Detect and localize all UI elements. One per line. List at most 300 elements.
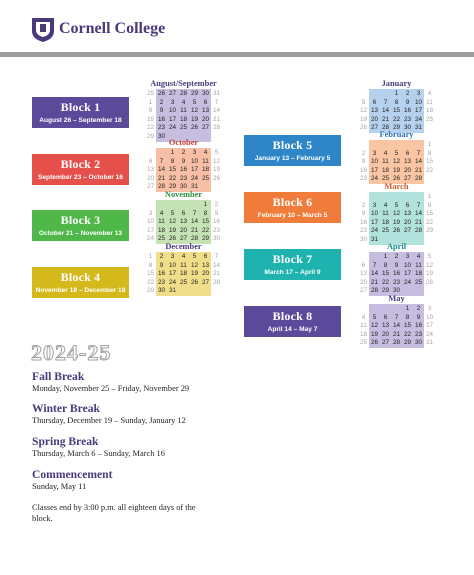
calendar-day: 27 <box>146 183 155 191</box>
calendar-day: 3 <box>170 253 175 260</box>
calendar-day: 22 <box>381 278 390 286</box>
calendar-day: 14 <box>381 107 390 115</box>
calendar-day: 31 <box>370 236 379 243</box>
calendar-day: 24 <box>146 235 155 243</box>
calendar-day: 21 <box>414 218 423 226</box>
block-title: Block 3 <box>60 213 101 227</box>
block-dates: January 13 – February 5 <box>254 155 331 162</box>
calendar-day: 6 <box>361 261 366 269</box>
month-header: April <box>386 242 407 251</box>
month-header: August/September <box>150 79 217 88</box>
calendar-day: 25 <box>146 90 155 97</box>
calendar-day: 29 <box>190 90 199 97</box>
calendar-day: 27 <box>370 124 379 132</box>
calendar-day: 26 <box>157 90 166 97</box>
calendar-day: 11 <box>382 158 389 166</box>
calendar-day: 4 <box>427 90 432 97</box>
calendar-day: 26 <box>359 124 368 132</box>
calendar-day: 30 <box>179 183 188 191</box>
calendar-day: 14 <box>392 322 401 330</box>
calendar-day: 20 <box>359 278 368 286</box>
calendar-day: 17 <box>168 270 177 278</box>
academic-year: 2024-25 <box>31 340 112 365</box>
calendar-day: 3 <box>192 149 197 156</box>
calendar-day: 13 <box>179 218 188 226</box>
calendar-day: 5 <box>361 98 366 106</box>
block-3-label <box>32 210 129 241</box>
calendar-day: 5 <box>394 149 399 157</box>
calendar-day: 9 <box>416 313 421 321</box>
calendar-day: 6 <box>372 98 377 106</box>
calendar-day: 12 <box>168 218 177 226</box>
calendar-day: 29 <box>381 287 390 295</box>
calendar-day: 16 <box>403 107 412 115</box>
calendar-day: 27 <box>403 227 412 235</box>
month-header: May <box>388 294 405 303</box>
calendar-day: 29 <box>403 339 412 347</box>
calendar-day: 21 <box>157 174 166 182</box>
calendar-day: 15 <box>381 270 390 278</box>
calendar-day: 8 <box>427 201 432 209</box>
calendar-day: 25 <box>179 278 188 286</box>
calendar-day: 2 <box>214 201 219 208</box>
spring-break-title: Spring Break <box>32 435 99 448</box>
calendar-day: 2 <box>394 253 399 260</box>
calendar-day: 31 <box>425 339 434 347</box>
calendar-day: 5 <box>427 253 432 260</box>
calendar-day: 20 <box>403 218 412 226</box>
calendar-day: 20 <box>146 174 155 182</box>
calendar-day: 28 <box>190 235 199 243</box>
calendar-day: 7 <box>192 209 197 217</box>
calendar-day: 15 <box>146 270 155 278</box>
calendar-day: 4 <box>159 209 164 217</box>
block-5-label <box>244 135 341 166</box>
calendar-day: 27 <box>201 278 210 286</box>
calendar-day: 8 <box>148 261 153 269</box>
calendar-day: 9 <box>181 157 186 165</box>
fall-break-date: Monday, November 25 – Friday, November 29 <box>32 384 190 393</box>
calendar-day: 26 <box>212 174 221 182</box>
block-2-label <box>32 154 129 185</box>
calendar-day: 9 <box>394 261 399 269</box>
calendar-day: 22 <box>403 330 412 338</box>
calendar-day: 5 <box>170 209 175 217</box>
calendar-day: 26 <box>190 278 199 286</box>
block-title: Block 8 <box>272 309 313 323</box>
calendar-day: 30 <box>392 287 401 295</box>
calendar-day: 5 <box>214 149 219 156</box>
calendar-day: 25 <box>425 115 434 123</box>
calendar-day: 2 <box>361 149 366 157</box>
calendar-day: 21 <box>381 115 390 123</box>
calendar-day: 21 <box>392 330 401 338</box>
calendar-day: 25 <box>359 339 368 347</box>
calendar-day: 5 <box>192 98 197 106</box>
calendar-day: 6 <box>405 201 410 209</box>
block-dates: October 21 – November 13 <box>38 230 123 237</box>
college-crest-icon <box>31 17 55 43</box>
calendar-day: 10 <box>370 158 379 166</box>
calendar-day: 25 <box>381 227 390 235</box>
calendar-day: 30 <box>157 133 166 140</box>
calendar-day: 16 <box>157 115 166 123</box>
calendar-day: 24 <box>403 278 412 286</box>
calendar-day: 3 <box>405 253 410 260</box>
calendar-day: 15 <box>201 218 210 226</box>
calendar-day: 23 <box>414 330 423 338</box>
calendar-day: 9 <box>159 261 164 269</box>
calendar-day: 28 <box>179 90 188 97</box>
calendar-day: 6 <box>203 253 208 260</box>
block-8-label <box>244 306 341 337</box>
block-dates: September 23 – October 16 <box>37 174 124 181</box>
block-1-label <box>32 97 129 128</box>
month-header: March <box>384 182 409 191</box>
calendar-day: 14 <box>370 270 379 278</box>
calendar-day: 26 <box>190 124 199 132</box>
calendar-day: 18 <box>381 218 390 226</box>
calendar-day: 1 <box>148 98 153 106</box>
calendar-day: 9 <box>214 209 219 217</box>
calendar-day: 26 <box>370 339 379 347</box>
calendar-day: 12 <box>425 261 434 269</box>
calendar-day: 15 <box>168 166 177 174</box>
calendar-day: 1 <box>405 305 410 312</box>
calendar-day: 3 <box>416 90 421 97</box>
calendar-day: 23 <box>179 174 188 182</box>
calendar-day: 21 <box>370 278 379 286</box>
calendar-day: 13 <box>201 107 210 115</box>
calendar-day: 22 <box>146 278 155 286</box>
calendar-day: 12 <box>392 210 401 218</box>
calendar-day: 16 <box>179 166 188 174</box>
calendar-day: 14 <box>212 107 221 115</box>
calendar-day: 29 <box>201 235 210 243</box>
calendar-day: 13 <box>381 322 390 330</box>
calendar-day: 8 <box>148 107 153 115</box>
calendar-day: 11 <box>180 261 187 269</box>
calendar-day: 10 <box>414 98 423 106</box>
calendar-day: 4 <box>383 201 388 209</box>
calendar-day: 13 <box>359 270 368 278</box>
calendar-day: 26 <box>392 227 401 235</box>
calendar-day: 22 <box>168 174 177 182</box>
calendar-day: 19 <box>168 226 177 234</box>
calendar-day: 25 <box>414 278 423 286</box>
calendar-day: 24 <box>414 115 423 123</box>
calendar-day: 21 <box>414 166 423 174</box>
calendar-day: 15 <box>425 158 434 166</box>
block-7-label <box>244 249 341 280</box>
calendar-day: 25 <box>157 235 166 243</box>
calendar-day: 28 <box>392 339 401 347</box>
calendar-day: 10 <box>370 210 379 218</box>
calendar-day: 28 <box>157 183 166 191</box>
calendar-day: 4 <box>181 253 186 260</box>
header-divider <box>0 52 474 57</box>
block-6-label <box>244 192 341 223</box>
calendar-day: 30 <box>201 90 210 97</box>
block-dates: March 17 – April 9 <box>264 269 321 276</box>
block-dates: April 14 – May 7 <box>267 326 318 333</box>
calendar-day: 9 <box>159 107 164 115</box>
calendar-day: 30 <box>157 287 166 295</box>
calendar-day: 2 <box>159 253 164 260</box>
calendar-day: 4 <box>383 149 388 157</box>
calendar-day: 16 <box>212 218 221 226</box>
calendar-day: 12 <box>370 322 379 330</box>
calendar-day: 15 <box>392 107 401 115</box>
calendar-day: 2 <box>159 98 164 106</box>
calendar-day: 22 <box>425 218 434 226</box>
calendar-day: 17 <box>190 166 199 174</box>
calendar-day: 16 <box>359 166 368 174</box>
calendar-day: 28 <box>370 287 379 295</box>
calendar-day: 10 <box>146 218 155 226</box>
calendar-day: 19 <box>425 270 434 278</box>
calendar-day: 4 <box>203 149 208 156</box>
calendar-day: 17 <box>370 218 379 226</box>
commencement-title: Commencement <box>32 468 113 481</box>
calendar-day: 29 <box>392 124 401 132</box>
calendar-day: 1 <box>170 149 175 156</box>
calendar-day: 8 <box>394 98 399 106</box>
calendar-day: 30 <box>212 235 221 243</box>
calendar-day: 24 <box>425 330 434 338</box>
calendar-day: 29 <box>168 183 177 191</box>
month-header: November <box>164 190 203 199</box>
calendar-day: 14 <box>414 210 423 218</box>
calendar-day: 14 <box>190 218 199 226</box>
calendar-day: 19 <box>359 115 368 123</box>
commencement-date: Sunday, May 11 <box>32 482 87 491</box>
calendar-day: 23 <box>359 227 368 235</box>
calendar-day: 7 <box>159 157 164 165</box>
calendar-day: 23 <box>212 226 221 234</box>
calendar-day: 22 <box>425 166 434 174</box>
calendar-day: 29 <box>146 133 155 140</box>
calendar-day: 10 <box>425 313 434 321</box>
calendar-day: 29 <box>425 227 434 235</box>
calendar-day: 1 <box>427 193 432 200</box>
calendar-day: 1 <box>383 253 388 260</box>
calendar-day: 19 <box>392 218 401 226</box>
calendar-day: 21 <box>212 115 221 123</box>
calendar-day: 3 <box>170 98 175 106</box>
calendar-day: 3 <box>372 149 377 157</box>
calendar-day: 7 <box>214 253 219 260</box>
calendar-day: 27 <box>403 175 412 183</box>
calendar-day: 12 <box>212 157 221 165</box>
calendar-day: 19 <box>392 166 401 174</box>
calendar-day: 2 <box>181 149 186 156</box>
calendar-day: 25 <box>201 174 210 182</box>
calendar-day: 23 <box>359 175 368 183</box>
calendar-day: 21 <box>212 270 221 278</box>
calendar-day: 27 <box>179 235 188 243</box>
block-title: Block 1 <box>60 100 101 114</box>
calendar-day: 5 <box>192 253 197 260</box>
calendar-day: 18 <box>179 115 188 123</box>
calendar-day: 27 <box>381 339 390 347</box>
calendar-day: 24 <box>190 174 199 182</box>
calendar-day: 18 <box>201 166 210 174</box>
calendar-day: 4 <box>361 313 366 321</box>
calendar-day: 17 <box>146 226 155 234</box>
calendar-day: 28 <box>414 175 423 183</box>
calendar-day: 8 <box>405 313 410 321</box>
calendar-day: 17 <box>414 107 423 115</box>
calendar-day: 18 <box>381 166 390 174</box>
calendar-day: 31 <box>190 183 199 191</box>
fall-break-title: Fall Break <box>32 370 85 383</box>
calendar-day: 13 <box>370 107 379 115</box>
calendar-day: 23 <box>157 124 166 132</box>
college-name: Cornell College <box>59 20 166 37</box>
calendar-day: 20 <box>179 226 188 234</box>
calendar-day: 12 <box>190 261 199 269</box>
calendar-day: 31 <box>212 90 221 97</box>
calendar-day: 6 <box>405 149 410 157</box>
calendar-day: 19 <box>190 270 199 278</box>
calendar-day: 11 <box>158 218 165 226</box>
calendar-day: 13 <box>146 166 155 174</box>
calendar-day: 15 <box>403 322 412 330</box>
block-title: Block 7 <box>272 252 313 266</box>
calendar-day: 12 <box>190 107 199 115</box>
calendar-day: 3 <box>148 209 153 217</box>
calendar-day: 13 <box>403 158 412 166</box>
calendar-day: 5 <box>394 201 399 209</box>
calendar-day: 5 <box>372 313 377 321</box>
calendar-day: 10 <box>168 261 177 269</box>
calendar-day: 12 <box>359 107 368 115</box>
calendar-day: 6 <box>181 209 186 217</box>
header <box>0 0 474 52</box>
calendar-day: 18 <box>425 107 434 115</box>
calendar-day: 20 <box>381 330 390 338</box>
calendar-day: 27 <box>201 124 210 132</box>
calendar-day: 13 <box>403 210 412 218</box>
calendar-day: 9 <box>361 158 366 166</box>
calendar-day: 28 <box>414 227 423 235</box>
block-title: Block 4 <box>60 270 101 284</box>
block-4-label <box>32 267 129 298</box>
calendar-day: 28 <box>212 124 221 132</box>
class-end-note: Classes end by 3:00 p.m. all eighteen days of the block. <box>32 503 196 523</box>
calendar-day: 7 <box>394 313 399 321</box>
spring-break-date: Thursday, March 6 – Sunday, March 16 <box>32 449 165 458</box>
calendar-day: 4 <box>416 253 421 260</box>
block-title: Block 5 <box>272 138 313 152</box>
calendar-day: 31 <box>168 287 177 295</box>
calendar-day: 6 <box>203 98 208 106</box>
winter-break-date: Thursday, December 19 – Sunday, January 12 <box>32 416 186 425</box>
calendar-day: 30 <box>403 124 412 132</box>
calendar-day: 7 <box>372 261 377 269</box>
month-header: February <box>379 130 414 139</box>
block-title: Block 2 <box>60 157 101 171</box>
calendar-day: 20 <box>370 115 379 123</box>
block-dates: August 26 – September 18 <box>39 117 122 124</box>
calendar-day: 19 <box>190 115 199 123</box>
month-header: December <box>165 242 202 251</box>
calendar-day: 27 <box>168 90 177 97</box>
calendar-day: 16 <box>392 270 401 278</box>
calendar-day: 25 <box>179 124 188 132</box>
calendar-day: 27 <box>359 287 368 295</box>
calendar-day: 14 <box>414 158 423 166</box>
calendar-day: 11 <box>382 210 389 218</box>
calendar-day: 1 <box>394 90 399 97</box>
calendar-day: 17 <box>403 270 412 278</box>
calendar-day: 22 <box>201 226 210 234</box>
calendar-day: 7 <box>214 98 219 106</box>
calendar-day: 16 <box>414 322 423 330</box>
calendar-day: 13 <box>201 261 210 269</box>
calendar-day: 6 <box>383 313 388 321</box>
calendar-day: 26 <box>392 175 401 183</box>
calendar-day: 11 <box>202 157 209 165</box>
calendar-day: 16 <box>157 270 166 278</box>
calendar-day: 25 <box>381 175 390 183</box>
calendar-day: 31 <box>414 124 423 132</box>
calendar-day: 7 <box>383 98 388 106</box>
calendar-day: 12 <box>392 158 401 166</box>
calendar-day: 10 <box>168 107 177 115</box>
calendar-day: 1 <box>203 201 208 208</box>
calendar-day: 8 <box>203 209 208 217</box>
calendar-day: 22 <box>146 124 155 132</box>
calendar-day: 10 <box>190 157 199 165</box>
calendar-day: 18 <box>414 270 423 278</box>
month-header: January <box>381 79 412 88</box>
calendar-day: 16 <box>359 218 368 226</box>
calendar-day: 9 <box>405 98 410 106</box>
calendar-day: 26 <box>168 235 177 243</box>
calendar-day: 20 <box>201 270 210 278</box>
block-dates: November 18 – December 18 <box>35 287 126 294</box>
calendar-day: 23 <box>392 278 401 286</box>
calendar-day: 17 <box>370 166 379 174</box>
calendar-day: 1 <box>427 141 432 148</box>
calendar-day: 29 <box>146 287 155 295</box>
calendar-day: 10 <box>403 261 412 269</box>
calendar-day: 3 <box>427 305 432 312</box>
calendar-day: 17 <box>425 322 434 330</box>
winter-break-title: Winter Break <box>32 402 100 415</box>
calendar-day: 30 <box>359 236 368 243</box>
calendar-day: 28 <box>212 278 221 286</box>
calendar-day: 9 <box>361 210 366 218</box>
calendar-day: 11 <box>360 322 367 330</box>
block-dates: February 10 – March 5 <box>257 212 328 219</box>
calendar-day: 24 <box>370 175 379 183</box>
calendar-day: 24 <box>370 227 379 235</box>
calendar-day: 24 <box>168 124 177 132</box>
calendar-day: 26 <box>425 278 434 286</box>
calendar-day: 4 <box>181 98 186 106</box>
calendar-day: 1 <box>148 253 153 260</box>
calendar-day: 30 <box>414 339 423 347</box>
calendar-day: 7 <box>416 201 421 209</box>
calendar-day: 11 <box>415 261 422 269</box>
calendar-day: 7 <box>416 149 421 157</box>
calendar-day: 15 <box>425 210 434 218</box>
calendar-day: 17 <box>168 115 177 123</box>
calendar-day: 14 <box>212 261 221 269</box>
